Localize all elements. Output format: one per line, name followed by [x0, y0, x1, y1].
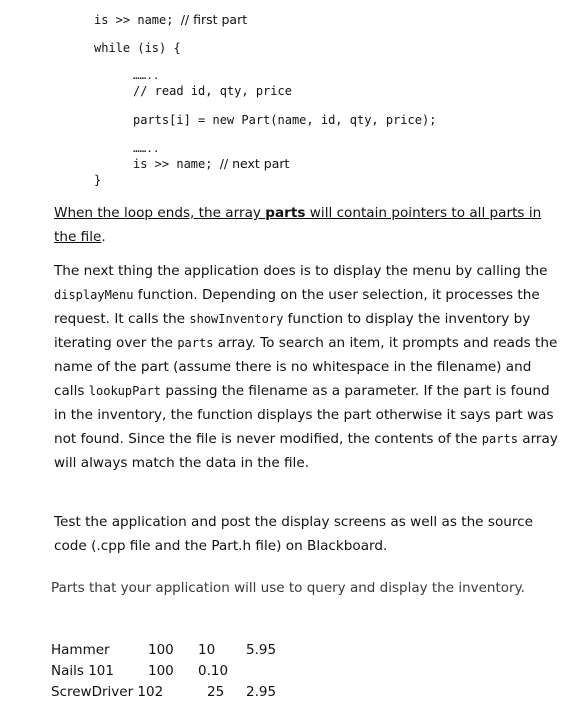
code-line-read-comment: // read id, qty, price [133, 84, 292, 98]
code-line-close-brace: } [94, 173, 102, 187]
code-text: is >> name; [94, 13, 181, 27]
application-description-paragraph [54, 259, 564, 475]
part-name-cell: ScrewDriver 102 [51, 684, 164, 700]
loop-end-text [54, 205, 541, 245]
code-comment: // first part [180, 12, 248, 27]
bold-parts-word: parts [265, 205, 306, 221]
text-segment: will contain pointers to all parts in the file [54, 205, 542, 245]
part-price-cell: 2.95 [246, 684, 277, 700]
part-qty-cell: 10 [198, 642, 216, 658]
parts-table [51, 642, 351, 705]
text-segment: function to display the inventory by iterating over the [54, 311, 531, 351]
code-ellipsis: …….. [133, 69, 160, 82]
parts-row [51, 642, 351, 663]
text-segment: array will always match the data in the file. [54, 431, 558, 471]
text-segment: passing the filename as a parameter. If the part is found in the inventory, the function displays the part otherwise it says part was not found. Since the file is never modified, the contents of the [54, 383, 554, 447]
text-segment: function. Depending on the user selection, it processes the request. It calls the [54, 287, 540, 327]
part-id-cell: 100 [148, 663, 174, 679]
text-segment: When the loop ends, the array [54, 205, 266, 221]
code-display-menu: displayMenu [54, 288, 134, 302]
part-qty-cell: 0.10 [198, 663, 229, 679]
code-parts: parts [481, 432, 518, 446]
part-name-cell: Nails 101 [51, 663, 114, 679]
parts-lead-in: Parts that your application will use to query and display the inventory. [51, 580, 525, 596]
code-show-inventory: showInventory [189, 312, 284, 326]
code-line-first-part [94, 13, 247, 27]
code-line-while: while (is) { [94, 41, 181, 55]
text-segment: The next thing the application does is to display the menu by calling the [54, 263, 548, 279]
part-price-cell: 5.95 [246, 642, 277, 658]
code-lookup-part: lookupPart [88, 384, 162, 398]
test-instructions-paragraph: Test the application and post the display screens as well as the source code (.cpp file and the Part.h file) on Blackboard. [54, 514, 534, 554]
loop-end-paragraph [54, 201, 564, 249]
code-parts: parts [177, 336, 214, 350]
parts-row [51, 663, 351, 684]
text-segment: . [101, 229, 106, 245]
code-line-new-part: parts[i] = new Part(name, id, qty, price); [133, 113, 437, 127]
part-qty-cell: 25 [207, 684, 225, 700]
part-id-cell: 100 [148, 642, 174, 658]
text-segment: array. To search an item, it prompts and reads the name of the part (assume there is no whitespace in the filename) and calls [54, 335, 558, 399]
code-comment: // next part [219, 156, 290, 171]
code-ellipsis: …….. [133, 142, 160, 155]
part-name-cell: Hammer [51, 642, 110, 658]
parts-row [51, 684, 351, 705]
code-line-next-part [133, 157, 289, 171]
code-text: is >> name; [133, 157, 220, 171]
